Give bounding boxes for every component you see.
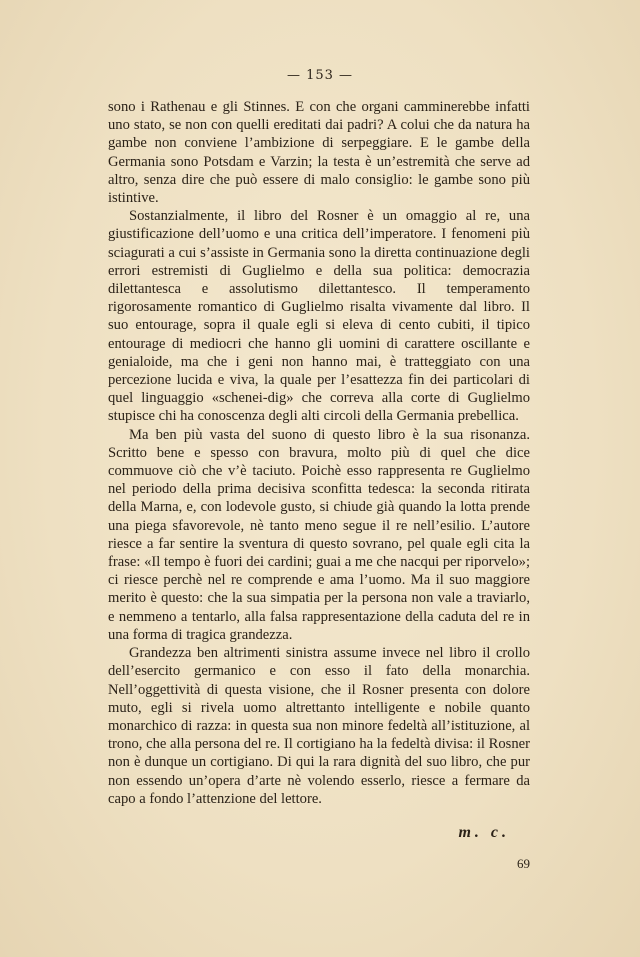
article-body [108, 98, 530, 808]
paragraph-2: Sostanzialmente, il libro del Rosner è un omaggio al re, una giustificazione dell’uomo e una critica dell’imperatore. I fenomeni più sciagurati a cui s’assiste in Germania sono la diretta continuazione degli errori estremisti di Guglielmo e della sua politica: democrazia dilettantesca e assolutismo dilettantesco. Il temperamento rigorosamente romantico di Guglielmo risalta vivamente dal libro. Il suo entourage, sopra il quale egli si eleva di cento cubiti, il tipico entourage di mediocri che hanno gli uomini di carattere oscillante e genialoide, ma che i geni non hanno mai, è tratteggiato con una percezione lucida e viva, la quale per l’esattezza fin dei particolari di quel linguaggio «schenei-dig» che correva alla corte di Guglielmo stupisce chi ha conoscenza degli alti circoli della Germania prebellica. [108, 208, 530, 425]
author-signature: m. c. [458, 824, 510, 841]
paragraph-1: sono i Rathenau e gli Stinnes. E con che organi camminerebbe infatti uno stato, se non con quelli ereditati dai padri? A colui che da natura ha gambe non conviene l’ambizione di serpeggiare. E le gambe della Germania sono Potsdam e Varzin; la testa è un’estremità che serve ad altro, senza dire che può essere di malo consiglio: le gambe sono più istintive. [108, 99, 530, 207]
folio-number: 69 [517, 856, 530, 871]
paragraph-4: Grandezza ben altrimenti sinistra assume invece nel libro il crollo dell’esercito germanico e con esso il fato della monarchia. Nell’oggettività di questa visione, che il Rosner presenta con dolore muto, egli si rivela uomo altrettanto intelligente e nobile quanto monarchico di razza: in questa sua non minore fedeltà all’istituzione, al trono, che alla persona del re. Il cortigiano ha la fedeltà divisa: il Rosner non è dunque un cortigiano. Di qui la rara dignità del suo libro, che pur non essendo un’opera d’arte nè volendo esserlo, riesce a fermare da capo a fondo l’attenzione del lettore. [108, 645, 530, 807]
paragraph-3: Ma ben più vasta del suono di questo libro è la sua risonanza. Scritto bene e spesso con bravura, molto più di quel che dice commuove ciò che v’è taciuto. Poichè esso rappresenta re Guglielmo nel periodo della prima decisiva sconfitta tedesca: la seconda ritirata della Marna, e, con lodevole gusto, si chiude già quando la lotta prende una piega sfavorevole, nè tanto meno segue il re nell’esilio. L’autore riesce a far sentire la sventura di questo sovrano, pel quale egli cita la frase: «Il tempo è fuori dei cardini; guai a me che nacqui per riporvelo»; ci riesce perchè nel re comprende e ama l’uomo. Ma il suo maggiore merito è questo: che la sua simpatia per la persona non vale a traviarlo, e nemmeno a tentarlo, alla falsa rappresentazione della caduta del re in una forma di tragica grandezza. [108, 426, 530, 643]
page-header-number: — 153 — [286, 68, 354, 83]
